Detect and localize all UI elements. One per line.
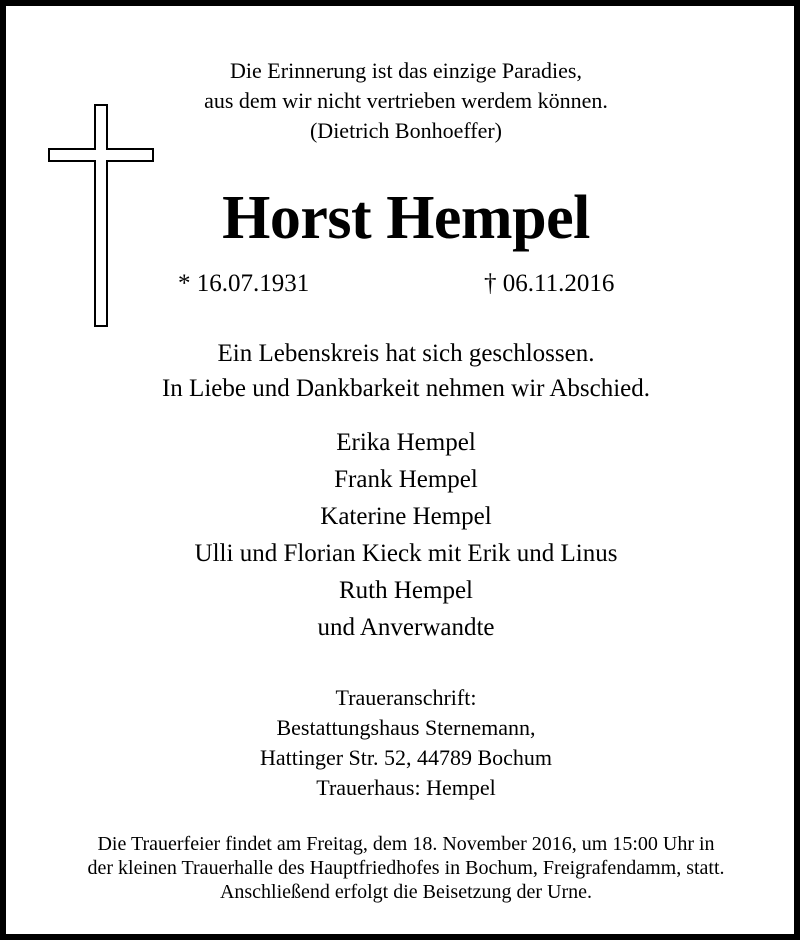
- quote-line: Die Erinnerung ist das einzige Paradies,: [230, 58, 582, 83]
- birth-date: * 16.07.1931: [178, 270, 310, 297]
- ceremony-info: [6, 832, 800, 904]
- farewell-line: Ein Lebenskreis hat sich geschlossen.: [217, 340, 595, 367]
- mourner: und Anverwandte: [317, 614, 495, 641]
- address-line: Hattinger Str. 52, 44789 Bochum: [259, 745, 553, 770]
- mourner: Ruth Hempel: [338, 577, 473, 604]
- quote-author: (Dietrich Bonhoeffer): [309, 118, 503, 143]
- mourner: Katerine Hempel: [320, 503, 492, 530]
- quote-line: aus dem wir nicht vertrieben werdem können.: [204, 88, 608, 113]
- mourners-list: [6, 424, 800, 646]
- deceased-name: Horst Hempel: [222, 184, 590, 252]
- farewell-text: [6, 336, 800, 406]
- farewell-line: In Liebe und Dankbarkeit nehmen wir Abschied.: [161, 375, 651, 402]
- mourner: Ulli und Florian Kieck mit Erik und Linus: [194, 540, 618, 567]
- ceremony-line: Die Trauerfeier findet am Freitag, dem 18. November 2016, um 15:00 Uhr in: [97, 833, 715, 855]
- address-line: Bestattungshaus Sternemann,: [276, 715, 536, 740]
- death-date: † 06.11.2016: [484, 270, 615, 297]
- mourner: Erika Hempel: [336, 429, 476, 456]
- mourning-address: [6, 683, 800, 803]
- mourner: Frank Hempel: [334, 466, 478, 493]
- address-heading: Traueranschrift:: [335, 685, 477, 710]
- address-line: Trauerhaus: Hempel: [316, 775, 496, 800]
- ceremony-line: der kleinen Trauerhalle des Hauptfriedhofes in Bochum, Freigrafendamm, statt.: [87, 857, 725, 879]
- ceremony-line: Anschließend erfolgt die Beisetzung der Urne.: [219, 881, 593, 903]
